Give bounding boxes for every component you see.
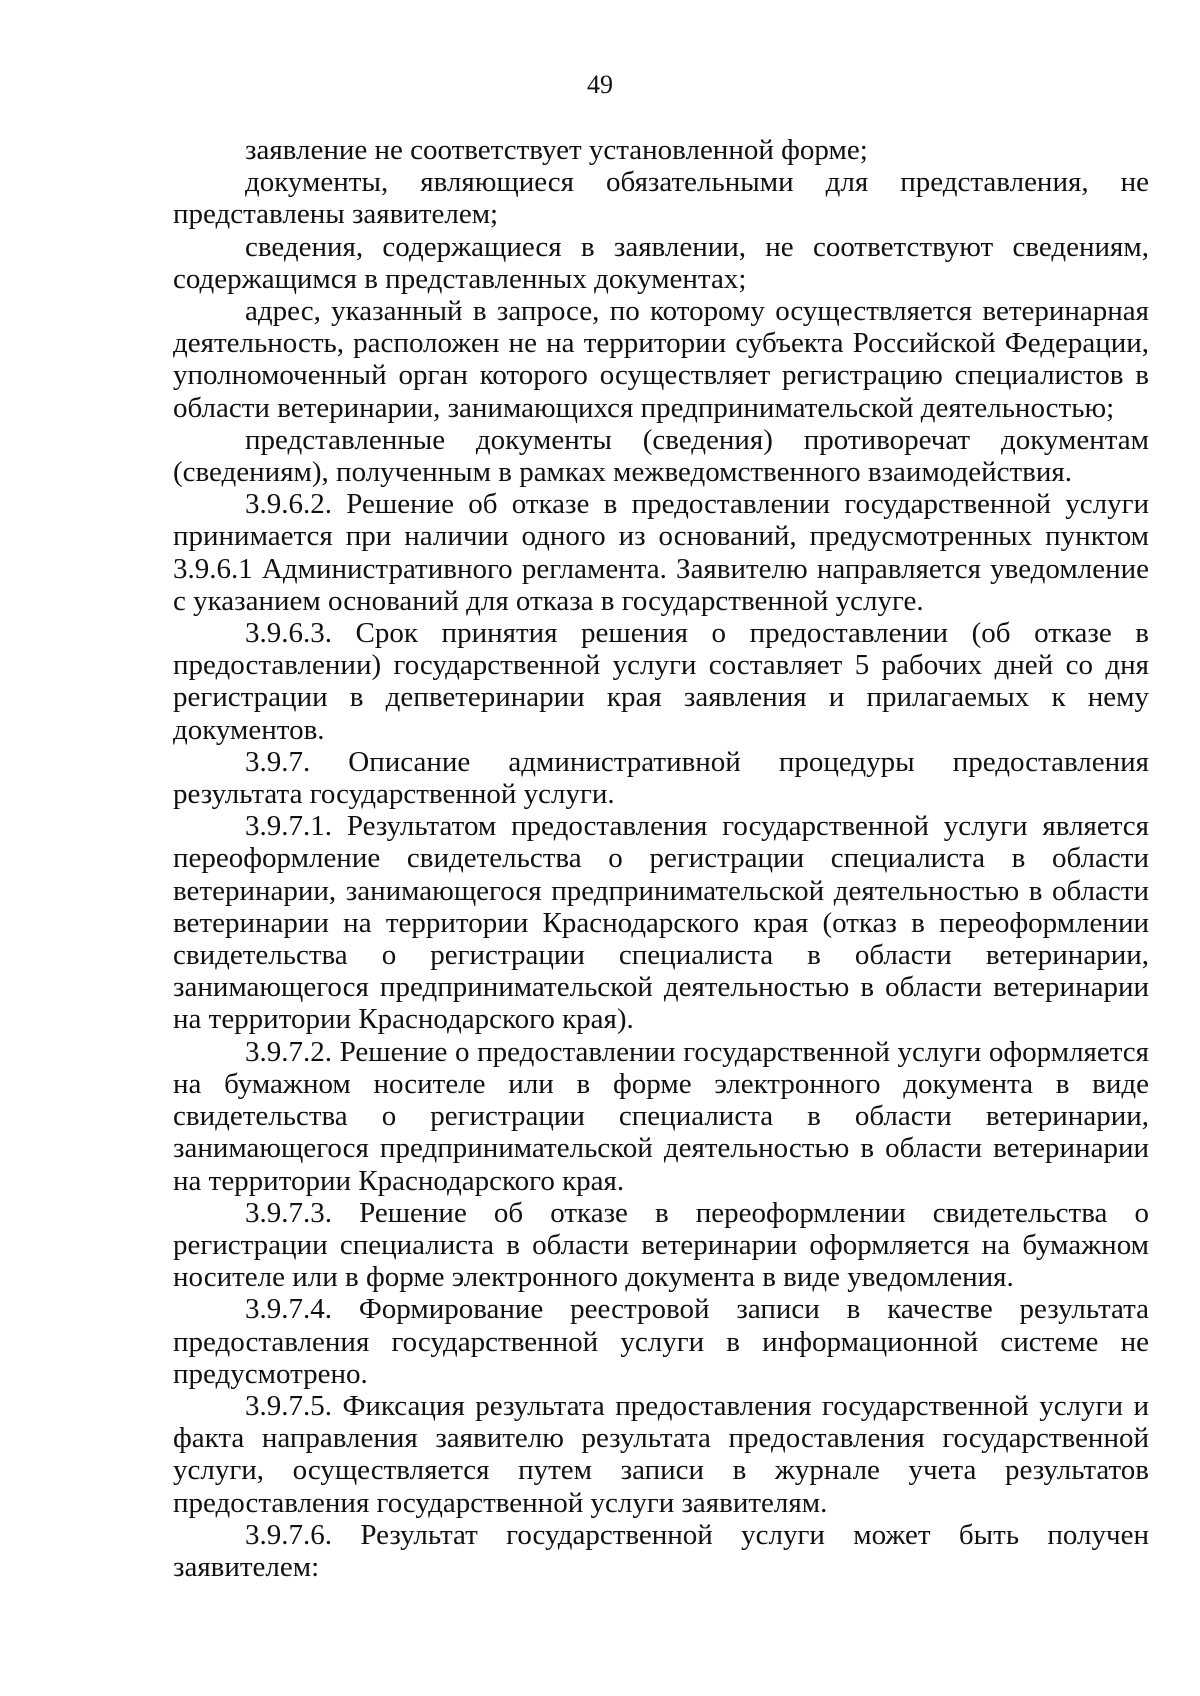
paragraph: 3.9.7.1. Результатом предоставления государственной услуги является переоформление свидетельства о регистрации специалиста в области ветеринарии, занимающегося предпринимательской деятельностью в области ветеринарии на территории Краснодарского края (отказ в переоформлении свидетельства о регистрации специалиста в области ветеринарии, занимающегося предпринимательской деятельностью в области ветеринарии на территории Краснодарского края). bbox=[173, 810, 1149, 1036]
paragraph: сведения, содержащиеся в заявлении, не соответствуют сведениям, содержащимся в представленных документах; bbox=[173, 230, 1149, 295]
paragraph: представленные документы (сведения) противоречат документам (сведениям), полученным в рамках межведомственного взаимодействия. bbox=[173, 423, 1149, 489]
paragraph: 3.9.6.3. Срок принятия решения о предоставлении (об отказе в предоставлении) государственной услуги составляет 5 рабочих дней со дня регистрации в депветеринарии края заявления и прилагаемых к нему документов. bbox=[173, 617, 1149, 746]
paragraph: документы, являющиеся обязательными для представления, не представлены заявителем; bbox=[173, 166, 1149, 231]
paragraph: адрес, указанный в запросе, по которому осуществляется ветеринарная деятельность, расположен не на территории субъекта Российской Федерации, уполномоченный орган которого осуществляет регистрацию специалистов в области ветеринарии, занимающихся предпринимательской деятельностью; bbox=[173, 295, 1149, 424]
paragraph: 3.9.7.2. Решение о предоставлении государственной услуги оформляется на бумажном носителе или в форме электронного документа в виде свидетельства о регистрации специалиста в области ветеринарии, занимающегося предпринимательской деятельностью в области ветеринарии на территории Краснодарского края. bbox=[173, 1035, 1149, 1197]
paragraph: 3.9.6.2. Решение об отказе в предоставлении государственной услуги принимается при наличии одного из оснований, предусмотренных пунктом 3.9.6.1 Административного регламента. Заявителю направляется уведомление с указанием оснований для отказа в государственной услуге. bbox=[173, 488, 1149, 617]
paragraph: 3.9.7.5. Фиксация результата предоставления государственной услуги и факта направления заявителю результата предоставления государственной услуги, осуществляется путем записи в журнале учета результатов предоставления государственной услуги заявителям. bbox=[173, 1389, 1149, 1519]
paragraph: 3.9.7.3. Решение об отказе в переоформлении свидетельства о регистрации специалиста в области ветеринарии оформляется на бумажном носителе или в форме электронного документа в виде уведомления. bbox=[173, 1196, 1149, 1294]
paragraph: 3.9.7.6. Результат государственной услуги может быть получен заявителем: bbox=[173, 1518, 1149, 1583]
paragraph: 3.9.7.4. Формирование реестровой записи в качестве результата предоставления государственной услуги в информационной системе не предусмотрено. bbox=[173, 1293, 1149, 1390]
page-number: 49 bbox=[587, 70, 613, 99]
document-body bbox=[173, 134, 1149, 1583]
paragraph: 3.9.7. Описание административной процедуры предоставления результата государственной услуги. bbox=[173, 745, 1149, 811]
paragraph: заявление не соответствует установленной форме; bbox=[245, 134, 868, 166]
